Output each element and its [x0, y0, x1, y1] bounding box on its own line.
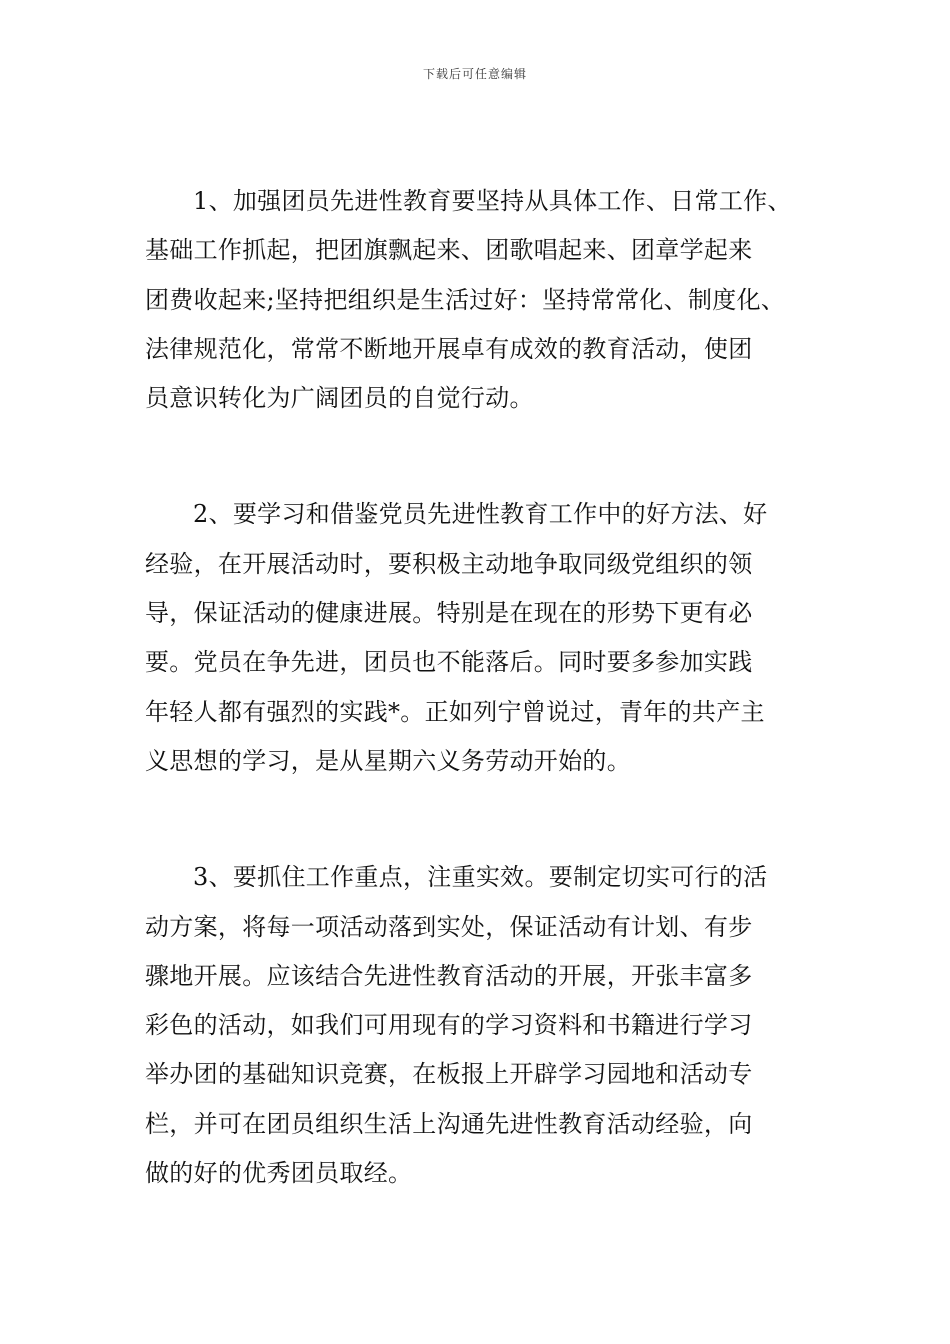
paragraph-line: 义思想的学习，是从星期六义务劳动开始的。	[145, 746, 631, 775]
paragraph-line: 2、要学习和借鉴党员先进性教育工作中的好方法、好	[193, 500, 768, 529]
paragraph-line: 彩色的活动，如我们可用现有的学习资料和书籍进行学习	[145, 1011, 753, 1040]
paragraph-line: 1、加强团员先进性教育要坚持从具体工作、日常工作、	[193, 187, 792, 215]
paragraph-line: 导，保证活动的健康进展。特别是在现在的形势下更有必	[145, 599, 753, 628]
paragraph-spacer	[0, 786, 950, 853]
paragraph-line: 3、要抓住工作重点，注重实效。要制定切实可行的活	[193, 863, 768, 892]
paragraph-line: 做的好的优秀团员取经。	[145, 1159, 413, 1188]
paragraph-2	[0, 490, 950, 786]
paragraph-spacer	[0, 423, 950, 490]
paragraph-1	[0, 177, 950, 423]
paragraph-line: 举办团的基础知识竞赛，在板报上开辟学习园地和活动专	[145, 1060, 753, 1089]
paragraph-line: 经验，在开展活动时，要积极主动地争取同级党组织的领	[145, 549, 753, 578]
paragraph-line: 栏，并可在团员组织生活上沟通先进性教育活动经验，向	[145, 1109, 753, 1138]
paragraph-line: 员意识转化为广阔团员的自觉行动。	[145, 384, 534, 413]
paragraph-3	[0, 853, 950, 1198]
paragraph-line: 要。党员在争先进，团员也不能落后。同时要多参加实践	[145, 648, 753, 677]
document-body	[0, 177, 950, 1198]
paragraph-line: 团费收起来;坚持把组织是生活过好：坚持常常化、制度化、	[145, 285, 786, 314]
paragraph-line: 动方案，将每一项活动落到实处，保证活动有计划、有步	[145, 912, 753, 941]
page-header: 下载后可任意编辑	[422, 67, 527, 81]
paragraph-line: 法律规范化，常常不断地开展卓有成效的教育活动，使团	[145, 334, 753, 363]
paragraph-line: 基础工作抓起，把团旗飘起来、团歌唱起来、团章学起来	[145, 236, 753, 265]
paragraph-line: 骤地开展。应该结合先进性教育活动的开展，开张丰富多	[145, 961, 753, 990]
paragraph-line: 年轻人都有强烈的实践*。正如列宁曾说过，青年的共产主	[145, 697, 765, 726]
